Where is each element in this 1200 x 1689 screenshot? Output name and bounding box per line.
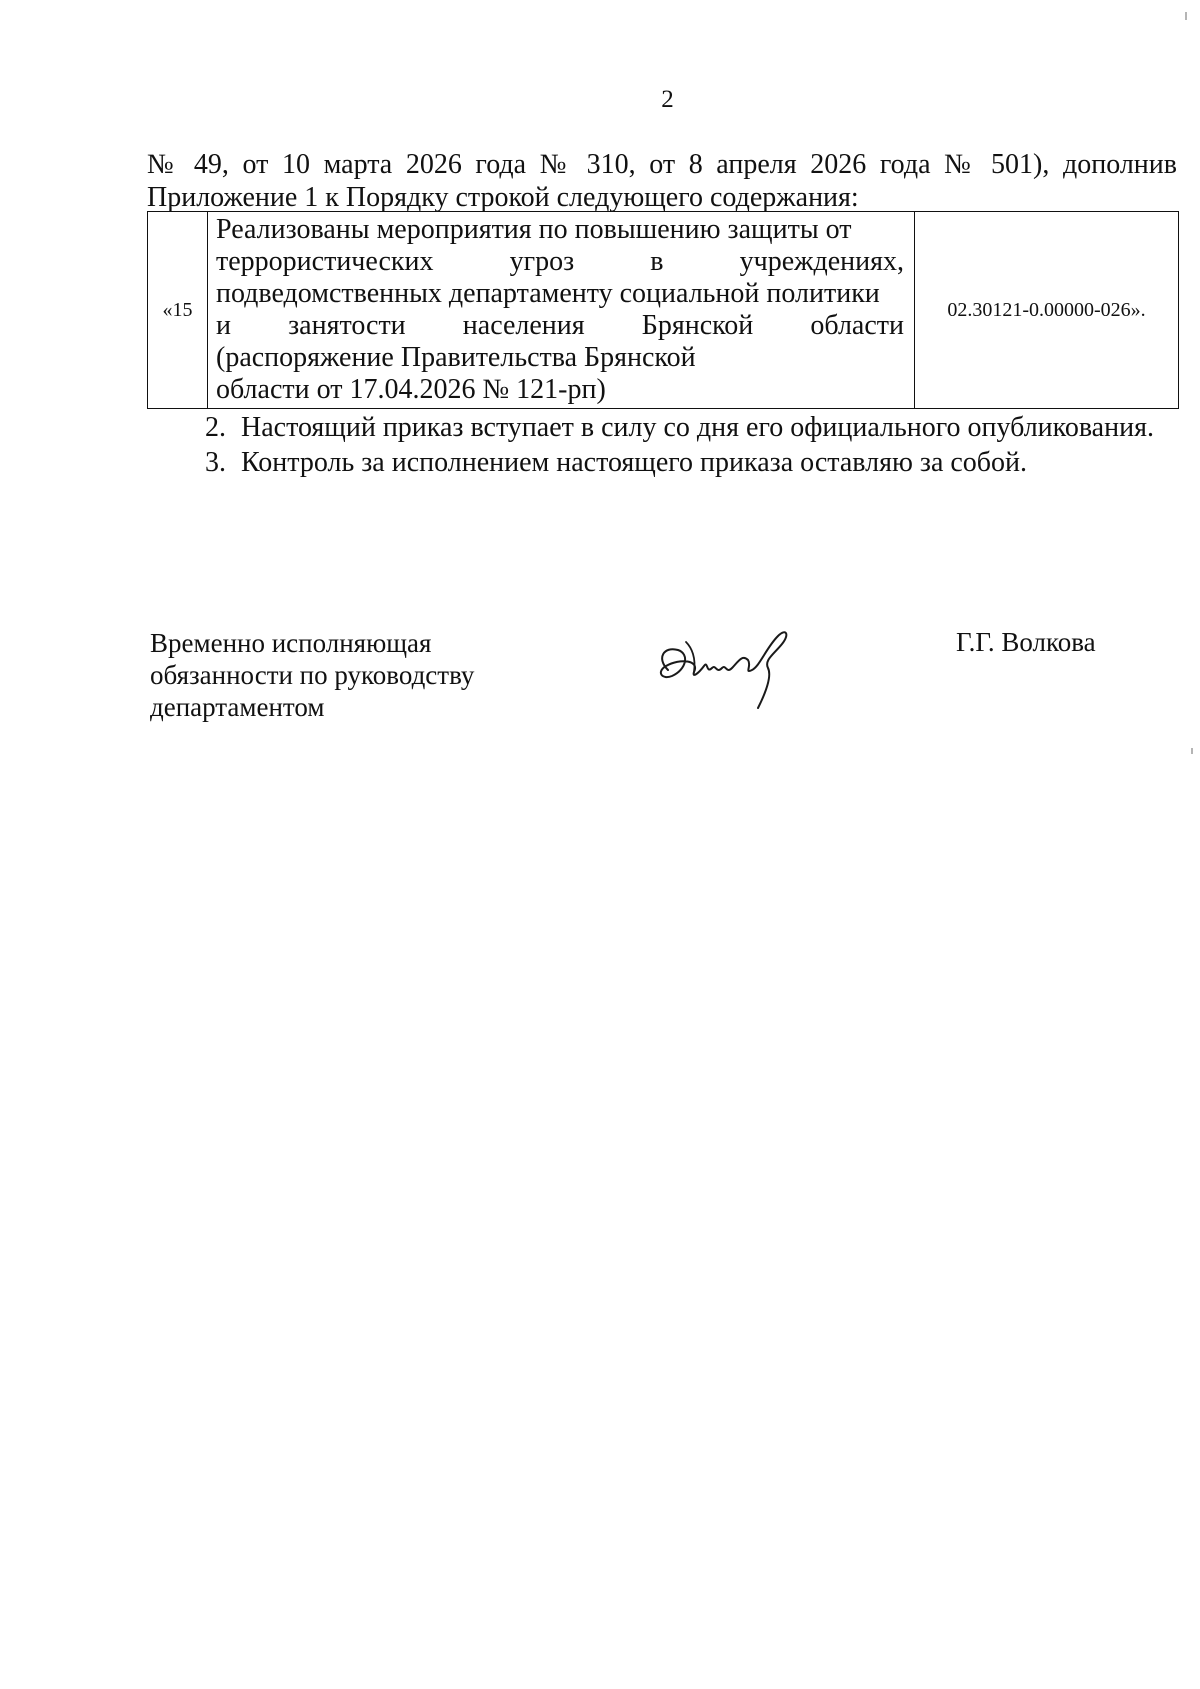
row-code: 02.30121-0.00000-026». (947, 299, 1146, 321)
scan-speck (1185, 12, 1187, 20)
row-number-cell (148, 212, 208, 409)
list-item (205, 410, 1154, 445)
signer-position-line: Временно исполняющая (150, 628, 432, 658)
table-row (148, 212, 1179, 409)
row-text-line: и занятости населения Брянской области (216, 310, 904, 341)
intro-line-2: Приложение 1 к Порядку строкой следующего содержания: (147, 182, 859, 213)
item-number: 3. (205, 447, 226, 478)
order-items (205, 410, 1154, 480)
row-text-line: (распоряжение Правительства Брянской (216, 342, 696, 373)
row-code-cell (915, 212, 1179, 409)
signer-name: Г.Г. Волкова (956, 627, 1096, 657)
appendix-row-table (147, 211, 1179, 409)
intro-paragraph (147, 148, 1177, 214)
row-number: «15 (162, 299, 193, 321)
handwritten-signature (646, 618, 806, 718)
item-number: 2. (205, 412, 226, 443)
signer-position (150, 627, 474, 723)
scan-speck (1191, 748, 1193, 754)
signer-position-line: обязанности по руководству (150, 660, 475, 690)
row-text-line: террористических угроз в учреждениях, (216, 246, 904, 277)
row-text-line: подведомственных департаменту социальной политики (216, 278, 880, 309)
signer-position-line: департаментом (150, 692, 325, 722)
item-text: Контроль за исполнением настоящего приказа оставляю за собой. (241, 447, 1028, 478)
page-number: 2 (661, 86, 674, 113)
row-text-cell (208, 212, 915, 409)
item-text: Настоящий приказ вступает в силу со дня его официального опубликования. (241, 412, 1154, 443)
row-text-line: Реализованы мероприятия по повышению защиты от (216, 214, 852, 245)
row-text-line: области от 17.04.2026 № 121-рп) (216, 374, 606, 405)
intro-line-1: № 49, от 10 марта 2026 года № 310, от 8 апреля 2026 года № 501), дополнив (147, 149, 1177, 180)
list-item (205, 445, 1154, 480)
